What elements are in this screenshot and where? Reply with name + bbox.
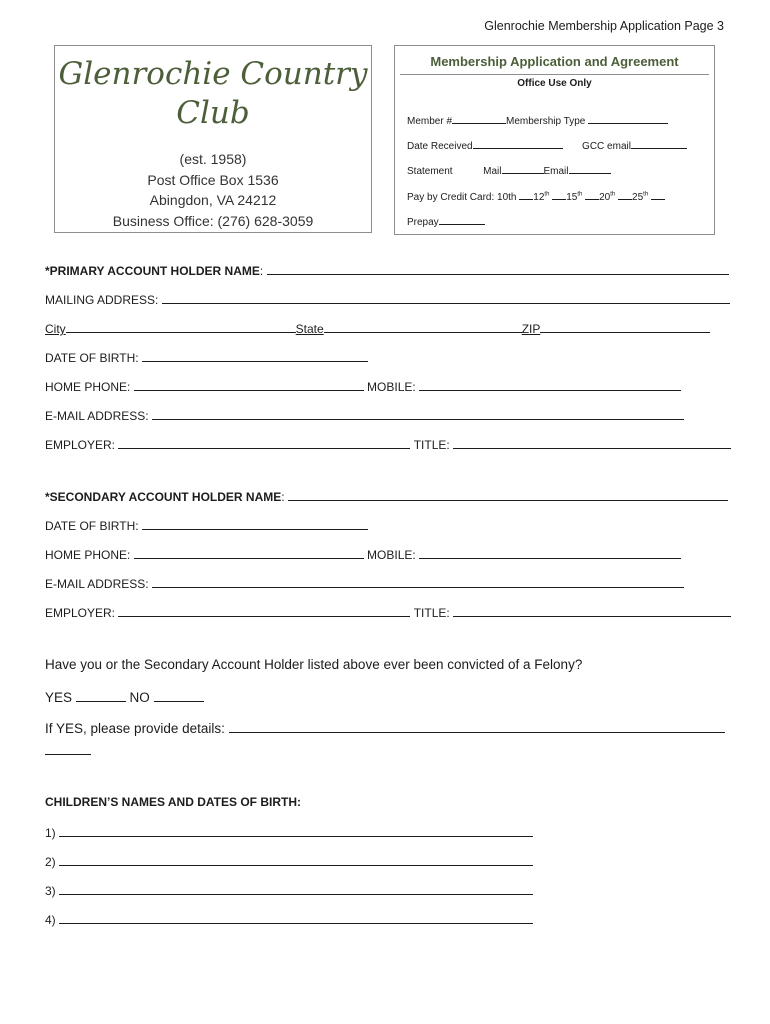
pay-20th-field[interactable] <box>618 187 632 200</box>
child-number: 1) <box>45 826 56 840</box>
mailing-address-label: MAILING ADDRESS: <box>45 293 159 307</box>
no-label: NO <box>129 690 150 705</box>
club-name-line2: Club <box>176 95 250 131</box>
email-field[interactable] <box>569 161 611 174</box>
secondary-name-label: *SECONDARY ACCOUNT HOLDER NAME <box>45 490 282 504</box>
office-use-box <box>394 45 715 235</box>
secondary-dob-label: DATE OF BIRTH: <box>45 519 139 533</box>
secondary-phone-row <box>45 546 681 562</box>
secondary-title-field[interactable] <box>453 604 731 617</box>
state-label: State <box>295 322 324 336</box>
office-statement-line <box>407 161 611 177</box>
primary-email-field[interactable] <box>152 407 684 420</box>
state-field[interactable] <box>324 320 522 333</box>
email-label: Email <box>543 166 569 177</box>
gcc-email-field[interactable] <box>631 136 687 149</box>
office-prepay-line <box>407 212 485 228</box>
yes-field[interactable] <box>76 688 126 702</box>
pay-by-card-label: Pay by Credit Card: 10th <box>407 192 517 203</box>
primary-name-label: *PRIMARY ACCOUNT HOLDER NAME <box>45 264 260 278</box>
primary-mobile-field[interactable] <box>419 378 681 391</box>
zip-field[interactable] <box>540 320 710 333</box>
primary-employer-row <box>45 436 731 452</box>
member-number-field[interactable] <box>452 111 506 124</box>
felony-details-label: If YES, please provide details: <box>45 721 225 736</box>
office-member-line <box>407 111 668 127</box>
mail-field[interactable] <box>502 161 544 174</box>
zip-label: ZIP <box>521 322 541 336</box>
felony-details-continued <box>45 741 91 758</box>
primary-home-phone-field[interactable] <box>134 378 364 391</box>
secondary-name-row: *SECONDARY ACCOUNT HOLDER NAME: <box>45 488 728 504</box>
secondary-dob-field[interactable] <box>142 517 368 530</box>
membership-type-label: Membership Type <box>506 116 586 127</box>
date-received-field[interactable] <box>473 136 563 149</box>
secondary-employer-row <box>45 604 731 620</box>
gcc-email-label: GCC email <box>582 141 631 152</box>
secondary-home-phone-field[interactable] <box>134 546 364 559</box>
day-25-label: 25 <box>632 192 644 203</box>
office-date-line <box>407 136 687 152</box>
no-field[interactable] <box>154 688 204 702</box>
prepay-field[interactable] <box>439 212 485 225</box>
pay-10th-field[interactable] <box>519 187 533 200</box>
office-title: Membership Application and Agreement <box>400 54 709 75</box>
club-name <box>55 55 371 133</box>
primary-name-row: *PRIMARY ACCOUNT HOLDER NAME: <box>45 262 729 278</box>
secondary-email-label: E-MAIL ADDRESS: <box>45 577 149 591</box>
primary-dob-field[interactable] <box>142 349 368 362</box>
primary-phone-row <box>45 378 681 394</box>
secondary-mobile-label: MOBILE: <box>367 548 416 562</box>
secondary-home-phone-label: HOME PHONE: <box>45 548 131 562</box>
primary-name-field[interactable] <box>267 262 729 275</box>
secondary-dob-row <box>45 517 368 533</box>
office-subtitle: Office Use Only <box>517 78 592 89</box>
child-number: 2) <box>45 855 56 869</box>
child-field-4[interactable] <box>59 911 533 924</box>
child-field-2[interactable] <box>59 853 533 866</box>
membership-type-field[interactable] <box>588 111 668 124</box>
city-state-zip-row <box>45 320 710 336</box>
secondary-mobile-field[interactable] <box>419 546 681 559</box>
felony-details-field[interactable] <box>229 719 725 733</box>
primary-employer-field[interactable] <box>118 436 410 449</box>
secondary-employer-label: EMPLOYER: <box>45 606 116 620</box>
statement-label: Statement <box>407 166 453 177</box>
day-20-label: 20 <box>599 192 611 203</box>
children-heading: CHILDREN’S NAMES AND DATES OF BIRTH: <box>45 795 301 809</box>
primary-title-field[interactable] <box>453 436 731 449</box>
child-number: 3) <box>45 884 56 898</box>
child-field-1[interactable] <box>59 824 533 837</box>
primary-dob-row <box>45 349 368 365</box>
day-12-label: 12 <box>533 192 545 203</box>
prepay-label: Prepay <box>407 217 439 228</box>
secondary-employer-field[interactable] <box>118 604 410 617</box>
primary-home-phone-label: HOME PHONE: <box>45 380 131 394</box>
child-row-2 <box>45 853 533 869</box>
club-name-line1: Glenrochie Country <box>58 56 368 92</box>
club-established: (est. 1958) <box>179 151 247 167</box>
pay-25th-field[interactable] <box>651 187 665 200</box>
pay-15th-field[interactable] <box>585 187 599 200</box>
primary-title-label: TITLE: <box>413 438 450 452</box>
primary-dob-label: DATE OF BIRTH: <box>45 351 139 365</box>
club-business-office: Business Office: (276) 628-3059 <box>112 212 314 229</box>
mailing-address-row <box>45 291 730 307</box>
primary-email-label: E-MAIL ADDRESS: <box>45 409 149 423</box>
city-label: City <box>45 322 66 336</box>
club-city-state: Abingdon, VA 24212 <box>149 192 277 208</box>
office-pay-line: Pay by Credit Card: 10th 12th 15th 20th 25th <box>407 187 665 203</box>
child-number: 4) <box>45 913 56 927</box>
secondary-title-label: TITLE: <box>413 606 450 620</box>
child-row-1 <box>45 824 533 840</box>
club-po-box: Post Office Box 1536 <box>147 171 279 188</box>
child-row-4 <box>45 911 533 927</box>
secondary-email-row <box>45 575 684 591</box>
felony-question: Have you or the Secondary Account Holder listed above ever been convicted of a Felony? <box>45 657 583 672</box>
mail-label: Mail <box>483 166 502 177</box>
member-number-label: Member # <box>407 116 453 127</box>
primary-employer-label: EMPLOYER: <box>45 438 116 452</box>
date-received-label: Date Received <box>407 141 473 152</box>
secondary-name-field[interactable] <box>288 488 728 501</box>
yes-label: YES <box>45 690 73 705</box>
primary-mobile-label: MOBILE: <box>367 380 416 394</box>
pay-12th-field[interactable] <box>552 187 566 200</box>
primary-email-row <box>45 407 684 423</box>
felony-details-field-continued[interactable] <box>45 741 91 755</box>
child-field-3[interactable] <box>59 882 533 895</box>
page-header: Glenrochie Membership Application Page 3 <box>484 19 724 33</box>
city-field[interactable] <box>66 320 296 333</box>
felony-yes-no-row <box>45 688 204 705</box>
mailing-address-field[interactable] <box>162 291 730 304</box>
day-15-label: 15 <box>566 192 578 203</box>
child-row-3 <box>45 882 533 898</box>
felony-details-row <box>45 719 725 736</box>
club-address <box>55 149 371 231</box>
club-info-box <box>54 45 372 233</box>
secondary-email-field[interactable] <box>152 575 684 588</box>
